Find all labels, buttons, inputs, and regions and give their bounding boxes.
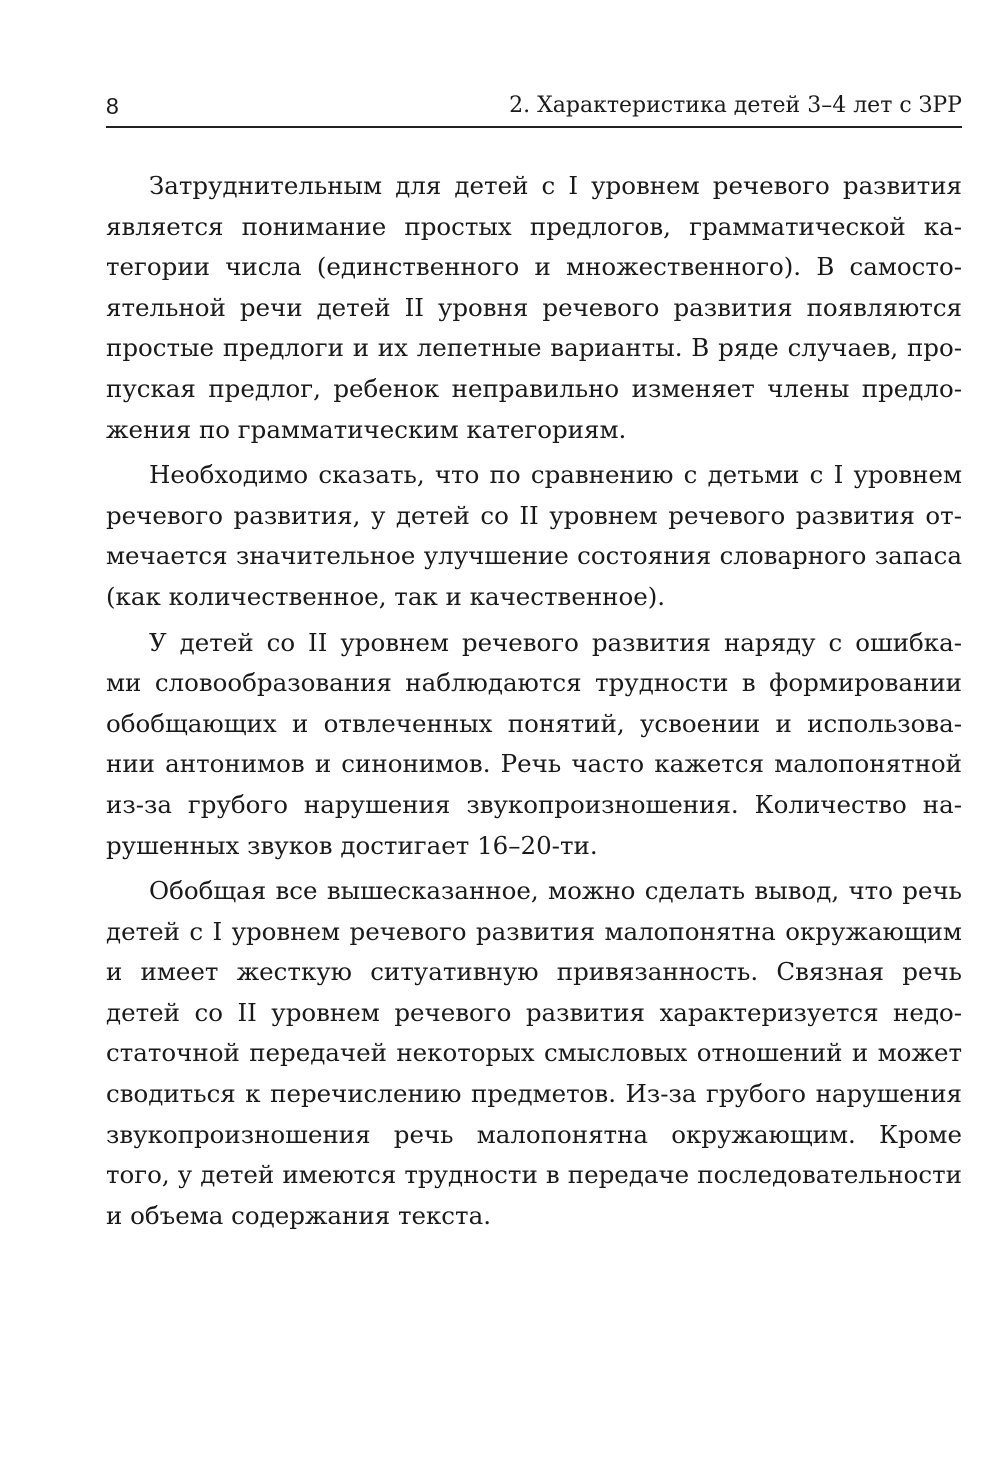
text-line: детей со II уровнем речевого развития характеризуется недо-: [106, 997, 962, 1027]
text-line: рушенных звуков достигает 16–20-ти.: [106, 830, 598, 860]
page-number: 8: [106, 93, 119, 119]
text-line: У детей со II уровнем речевого развития наряду с ошибка-: [149, 627, 962, 657]
text-line: мечается значительное улучшение состояния словарного запаса: [106, 541, 962, 571]
text-line: тегории числа (единственного и множественного). В самосто-: [106, 252, 962, 282]
text-line: статочной передачей некоторых смысловых отношений и может: [106, 1038, 962, 1068]
text-line: звукопроизношения речь малопонятна окружающим. Кроме: [106, 1119, 962, 1149]
text-line: жения по грамматическим категориям.: [106, 414, 627, 444]
text-line: (как количественное, так и качественное).: [106, 581, 666, 611]
text-line: из-за грубого нарушения звукопроизношения. Количество на-: [106, 789, 962, 819]
text-line: сводиться к перечислению предметов. Из-за грубого нарушения: [106, 1079, 962, 1109]
text-line: Необходимо сказать, что по сравнению с детьми с I уровнем: [149, 460, 962, 490]
header-rule: [106, 126, 962, 128]
text-line: того, у детей имеются трудности в передаче последовательности: [106, 1160, 962, 1190]
text-line: нии антонимов и синонимов. Речь часто кажется малопонятной: [106, 749, 962, 779]
text-line: Обобщая все вышесказанное, можно сделать вывод, что речь: [149, 876, 962, 906]
text-line: речевого развития, у детей со II уровнем речевого развития от-: [106, 500, 962, 530]
text-line: ятельной речи детей II уровня речевого развития появляются: [106, 292, 962, 322]
paragraph-2: [106, 455, 962, 617]
text-line: детей с I уровнем речевого развития малопонятна окружающим: [106, 916, 962, 946]
paragraph-1: [106, 166, 962, 450]
body-text: [106, 166, 962, 1236]
text-line: и объема содержания текста.: [106, 1200, 491, 1230]
text-line: обобщающих и отвлеченных понятий, усвоении и использова-: [106, 708, 962, 738]
paragraph-3: [106, 623, 962, 867]
text-line: Затруднительным для детей с I уровнем речевого развития: [149, 171, 962, 200]
text-line: простые предлоги и их лепетные варианты. В ряде случаев, про-: [106, 333, 962, 363]
running-head: [106, 88, 962, 124]
paragraph-4: [106, 871, 962, 1236]
text-line: является понимание простых предлогов, грамматической ка-: [106, 211, 962, 241]
chapter-title: 2. Характеристика детей 3–4 лет с ЗРР: [509, 93, 962, 118]
text-line: и имеет жесткую ситуативную привязанность. Связная речь: [106, 957, 962, 987]
text-line: пуская предлог, ребенок неправильно изменяет члены предло-: [106, 373, 962, 403]
text-line: ми словообразования наблюдаются трудности в формировании: [106, 668, 962, 698]
